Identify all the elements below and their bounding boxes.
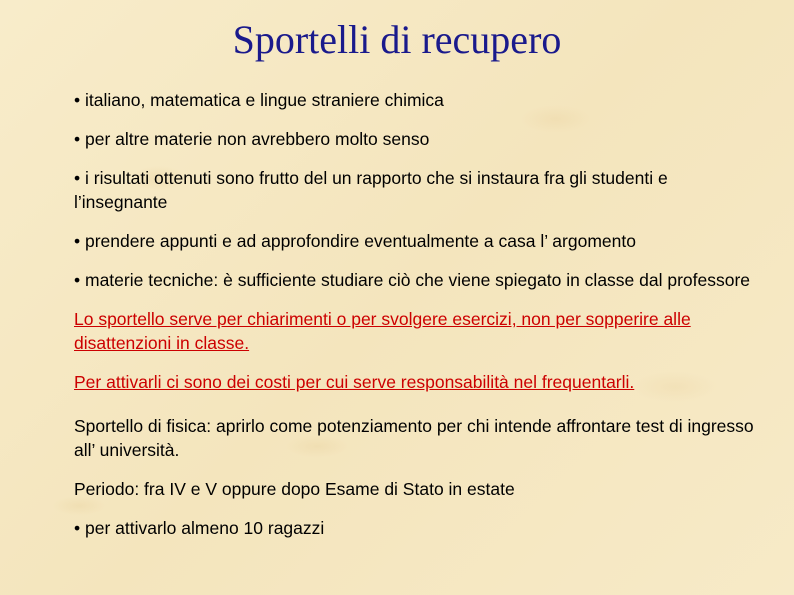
note-purpose: Lo sportello serve per chiarimenti o per svolgere esercizi, non per sopperire alle disattenzioni in classe. xyxy=(74,309,691,353)
period: Periodo: fra IV e V oppure dopo Esame di Stato in estate xyxy=(74,479,515,499)
bullet-languages: • italiano, matematica e lingue straniere chimica xyxy=(74,90,444,110)
physics-desk: Sportello di fisica: aprirlo come potenziamento per chi intende affrontare test di ingresso all’ università. xyxy=(74,416,754,460)
bullet-technical-subjects: • materie tecniche: è sufficiente studiare ciò che viene spiegato in classe dal professore xyxy=(74,270,751,290)
bullet-results: • i risultati ottenuti sono frutto del un rapporto che si instaura fra gli studenti e l’insegnante xyxy=(74,168,668,212)
bullet-take-notes: • prendere appunti e ad approfondire eventualmente a casa l’ argomento xyxy=(74,231,636,251)
slide-title: Sportelli di recupero xyxy=(232,17,562,62)
bullet-other-subjects: • per altre materie non avrebbero molto senso xyxy=(74,129,430,149)
slide-body xyxy=(74,88,754,540)
note-costs: Per attivarli ci sono dei costi per cui serve responsabilità nel frequentarli. xyxy=(74,372,635,392)
bullet-minimum-students: • per attivarlo almeno 10 ragazzi xyxy=(74,518,325,538)
